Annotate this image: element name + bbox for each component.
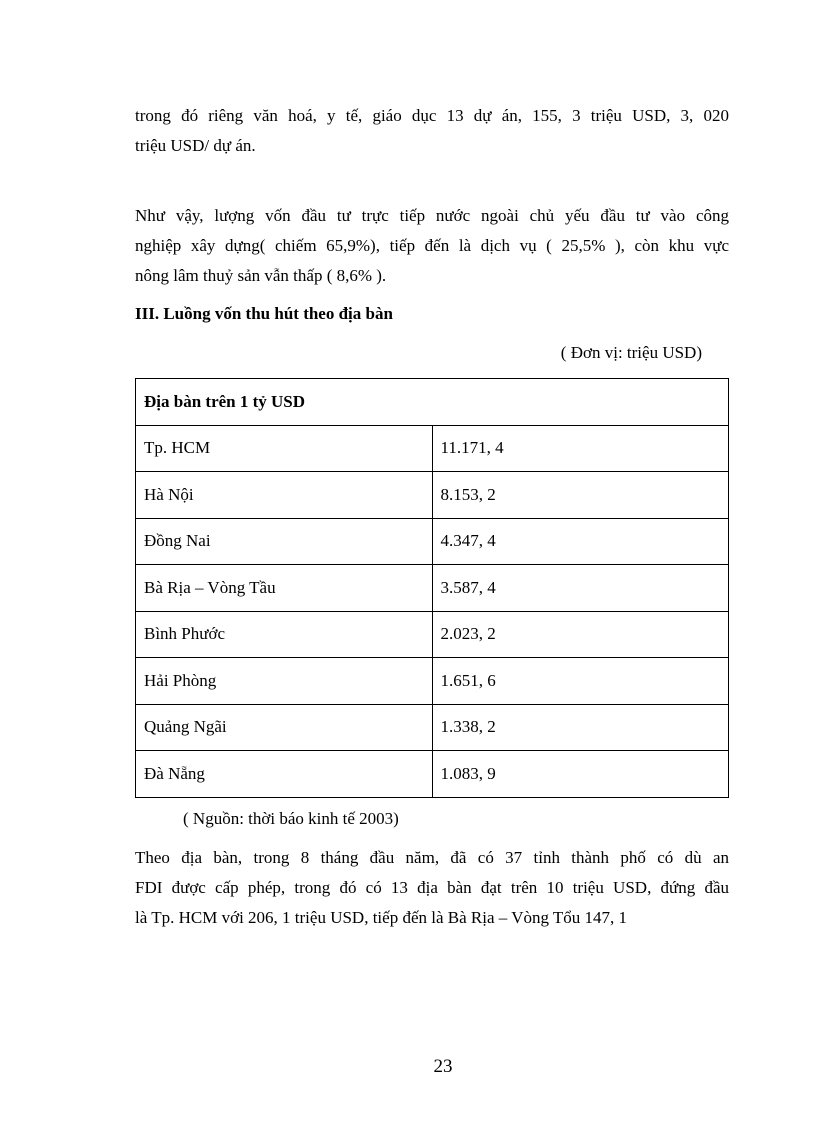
- province-investment-table: [135, 378, 729, 798]
- paragraph-3-line-2: FDI được cấp phép, trong đó có 13 địa bàn đạt trên 10 triệu USD, đứng đầu: [135, 878, 729, 897]
- value-cell: 4.347, 4: [432, 518, 729, 565]
- value-cell: 8.153, 2: [432, 472, 729, 519]
- source-note: ( Nguồn: thời báo kinh tế 2003): [183, 809, 399, 828]
- place-cell: Bình Phước: [136, 611, 433, 658]
- section-heading: III. Luồng vốn thu hút theo địa bàn: [135, 304, 393, 323]
- table-row: [136, 518, 729, 565]
- table-header-cell: Địa bàn trên 1 tỷ USD: [136, 379, 729, 426]
- table-row: [136, 425, 729, 472]
- table-row: [136, 472, 729, 519]
- table-row: [136, 565, 729, 612]
- place-cell: Hải Phòng: [136, 658, 433, 705]
- place-cell: Tp. HCM: [136, 425, 433, 472]
- paragraph-1-line-1: trong đó riêng văn hoá, y tế, giáo dục 13 dự án, 155, 3 triệu USD, 3, 020: [135, 106, 729, 125]
- place-cell: Đồng Nai: [136, 518, 433, 565]
- unit-note: ( Đơn vị: triệu USD): [560, 343, 702, 362]
- table-header-row: [136, 379, 729, 426]
- value-cell: 1.338, 2: [432, 704, 729, 751]
- paragraph-2-line-3: nông lâm thuỷ sản vẫn thấp ( 8,6% ).: [135, 266, 387, 285]
- paragraph-2-line-2: nghiệp xây dựng( chiếm 65,9%), tiếp đến là dịch vụ ( 25,5% ), còn khu vực: [135, 236, 729, 255]
- table-row: [136, 611, 729, 658]
- place-cell: Bà Rịa – Vòng Tầu: [136, 565, 433, 612]
- value-cell: 11.171, 4: [432, 425, 729, 472]
- paragraph-1-line-2: triệu USD/ dự án.: [135, 136, 256, 155]
- paragraph-2-line-1: Như vậy, lượng vốn đầu tư trực tiếp nước ngoài chủ yếu đầu tư vào công: [135, 206, 729, 225]
- paragraph-3-line-1: Theo địa bàn, trong 8 tháng đầu năm, đã có 37 tỉnh thành phố có dù an: [135, 848, 729, 867]
- value-cell: 2.023, 2: [432, 611, 729, 658]
- place-cell: Hà Nội: [136, 472, 433, 519]
- value-cell: 1.083, 9: [432, 751, 729, 798]
- paragraph-3-line-3: là Tp. HCM với 206, 1 triệu USD, tiếp đến là Bà Rịa – Vòng Tổu 147, 1: [135, 908, 628, 927]
- place-cell: Đà Nẵng: [136, 751, 433, 798]
- page-number: 23: [433, 1056, 453, 1077]
- place-cell: Quảng Ngãi: [136, 704, 433, 751]
- value-cell: 1.651, 6: [432, 658, 729, 705]
- value-cell: 3.587, 4: [432, 565, 729, 612]
- table-row: [136, 704, 729, 751]
- table-row: [136, 751, 729, 798]
- table-row: [136, 658, 729, 705]
